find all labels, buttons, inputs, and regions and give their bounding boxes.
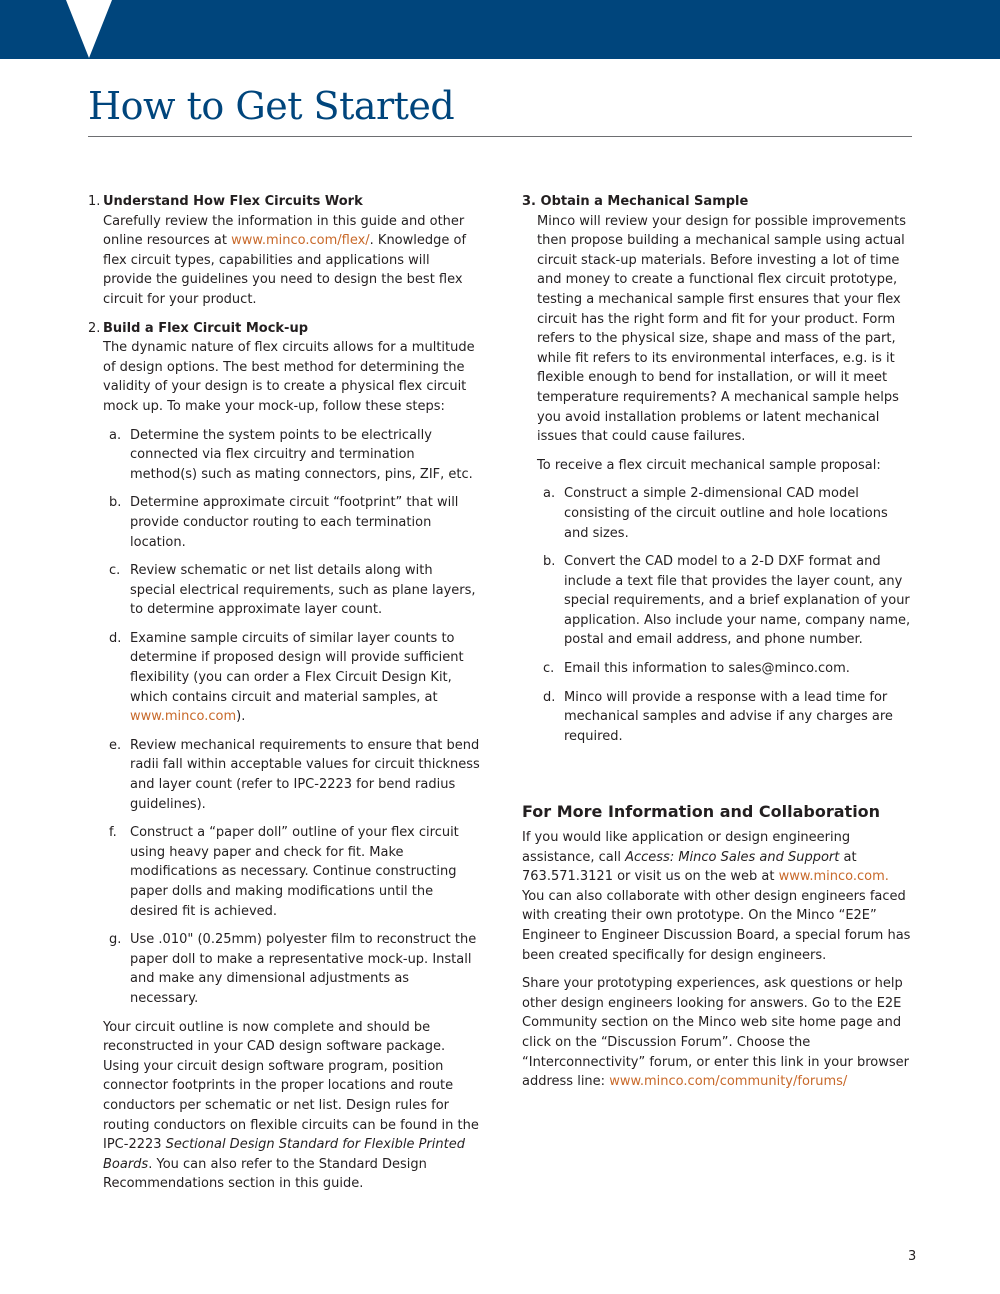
- step-title: [522, 192, 914, 212]
- proposal-intro: To receive a flex circuit mechanical sample proposal:: [537, 457, 881, 473]
- step-2-f: [88, 823, 480, 921]
- list-text: [130, 629, 480, 727]
- step-2-a: [88, 426, 480, 485]
- text-run: . Knowledge of flex circuit types, capabilities and applications will provide the guidelines you need to design the best flex circuit for your product.: [103, 233, 467, 307]
- list-letter: a.: [109, 427, 122, 443]
- list-letter: c.: [109, 563, 121, 579]
- text-run: at 763.571.3121 or visit us on the web at: [522, 849, 857, 885]
- title-divider: [88, 136, 912, 137]
- text-run: Carefully review the information in this guide and other online resources at: [103, 213, 465, 249]
- list-letter: e.: [109, 737, 122, 753]
- list-text: Determine approximate circuit “footprint” that will provide conductor routing to each termination location.: [130, 495, 459, 550]
- text-run: Your circuit outline is now complete and should be reconstructed in your CAD design software package. Using your circuit design software program, position connector footprints in the proper locations and route conductors per schematic or net list. Design rules for routing conductors on flexible circuits can be found in the IPC-2223: [103, 1019, 479, 1153]
- minco-home-link[interactable]: www.minco.com: [130, 709, 237, 725]
- step-2-outro: [103, 1018, 480, 1194]
- list-letter: b.: [543, 554, 556, 570]
- step-number: 3.: [522, 194, 536, 209]
- list-text: Construct a “paper doll” outline of your flex circuit using heavy paper and check for fit. Make modifications as necessary. Continue constructing paper dolls and making modifications until the desired fit is achieved.: [130, 825, 459, 919]
- list-letter: b.: [109, 495, 122, 511]
- step-3: [522, 192, 914, 447]
- step-2-b: [88, 493, 480, 552]
- right-column: [522, 192, 914, 1101]
- left-column: [88, 192, 480, 1203]
- list-text: Determine the system points to be electrically connected via flex circuitry and termination method(s) such as mating connectors, pins, ZIF, etc.: [130, 427, 473, 482]
- info-paragraph-2: [522, 974, 914, 1092]
- text-run: . You can also refer to the Standard Design Recommendations section in this guide.: [103, 1156, 427, 1192]
- step-2-e: [88, 736, 480, 814]
- sales-support-name: Access: Minco Sales and Support: [625, 849, 840, 865]
- list-text: Email this information to sales@minco.com.: [564, 661, 850, 677]
- step-intro: The dynamic nature of flex circuits allows for a multitude of design options. The best method for determining the validity of your design is to create a physical flex circuit mock up. To make your mock-up, follow these steps:: [103, 340, 475, 414]
- header-bar: [0, 0, 1000, 59]
- step-body: [103, 212, 480, 310]
- step-3-d: [522, 688, 914, 747]
- step-number: 2.: [88, 320, 101, 336]
- minco-web-link[interactable]: www.minco.com.: [778, 869, 889, 885]
- header-notch-graphic: [0, 0, 120, 59]
- list-text: Convert the CAD model to a 2-D DXF format and include a text file that provides the layer count, any special requirements, and a brief explanation of your application. Also include your name, company name, postal and email address, and phone number.: [564, 554, 911, 648]
- list-letter: a.: [543, 486, 556, 502]
- step-1: [88, 192, 480, 310]
- info-paragraph-1: [522, 828, 914, 965]
- list-text: Minco will provide a response with a lead time for mechanical samples and advise if any charges are required.: [564, 689, 893, 744]
- standard-title: Sectional Design Standard for Flexible Printed Boards: [103, 1137, 465, 1172]
- page-number: 3: [908, 1249, 917, 1264]
- step-3-b: [522, 552, 914, 650]
- step-body: Minco will review your design for possible improvements then propose building a mechanical sample using actual circuit stack-up materials. Before investing a lot of time and money to create a functional flex circuit prototype, testing a mechanical sample first ensures that your flex circuit has the right form and fit for your product. Form refers to the physical size, shape and mass of the part, while fit refers to its environmental interfaces, e.g. is it flexible enough to bend for installation, or will it meet temperature requirements? A mechanical sample helps you avoid installation problems or latent mechanical issues that could cause failures.: [537, 213, 907, 445]
- text-run: If you would like application or design engineering assistance, call: [522, 830, 851, 865]
- list-text: Use .010" (0.25mm) polyester film to reconstruct the paper doll to make a representative mock-up. Install and make any dimensional adjustments as necessary.: [130, 932, 477, 1006]
- list-letter: d.: [109, 630, 122, 646]
- flex-guide-link[interactable]: www.minco.com/flex/: [231, 233, 370, 249]
- list-letter: c.: [543, 661, 555, 677]
- step-number: 1.: [88, 194, 101, 209]
- step-2: [88, 319, 480, 417]
- step-2-d: [88, 629, 480, 727]
- info-heading: For More Information and Collaboration: [522, 802, 881, 822]
- step-title: Build a Flex Circuit Mock-up: [103, 320, 309, 336]
- step-2-c: [88, 561, 480, 620]
- step-2-g: [88, 930, 480, 1008]
- text-run: ).: [236, 709, 246, 725]
- text-run: Share your prototyping experiences, ask questions or help other design engineers looking for answers. Go to the E2E Community section on the Minco web site home page and click on the “Discussion Forum”. Choose the “Interconnectivity” forum, or enter this link in your browser address line:: [522, 976, 909, 1090]
- list-text: Review schematic or net list details along with special electrical requirements, such as plane layers, to determine approximate layer count.: [130, 563, 476, 618]
- step-title-text: Obtain a Mechanical Sample: [540, 194, 749, 209]
- step-3-c: [522, 659, 914, 679]
- step-title: Understand How Flex Circuits Work: [103, 194, 363, 209]
- list-text: Construct a simple 2-dimensional CAD model consisting of the circuit outline and hole locations and sizes.: [564, 486, 888, 541]
- list-letter: g.: [109, 932, 122, 948]
- forums-link[interactable]: www.minco.com/community/forums/: [609, 1074, 848, 1090]
- step-3-a: [522, 484, 914, 543]
- list-text: Review mechanical requirements to ensure that bend radii fall within acceptable values for circuit thickness and layer count (refer to IPC-2223 for bend radius guidelines).: [130, 737, 480, 812]
- list-letter: d.: [543, 689, 556, 705]
- text-run: Examine sample circuits of similar layer counts to determine if proposed design will provide sufficient flexibility (you can order a Flex Circuit Design Kit, which contains circuit and material samples, at: [130, 630, 464, 705]
- list-letter: f.: [109, 825, 117, 841]
- page-title: How to Get Started: [88, 84, 455, 128]
- text-run: You can also collaborate with other design engineers faced with creating their own prototype. On the Minco “E2E” Engineer to Engineer Discussion Board, a special forum has been created specifically for design engineers.: [522, 888, 911, 963]
